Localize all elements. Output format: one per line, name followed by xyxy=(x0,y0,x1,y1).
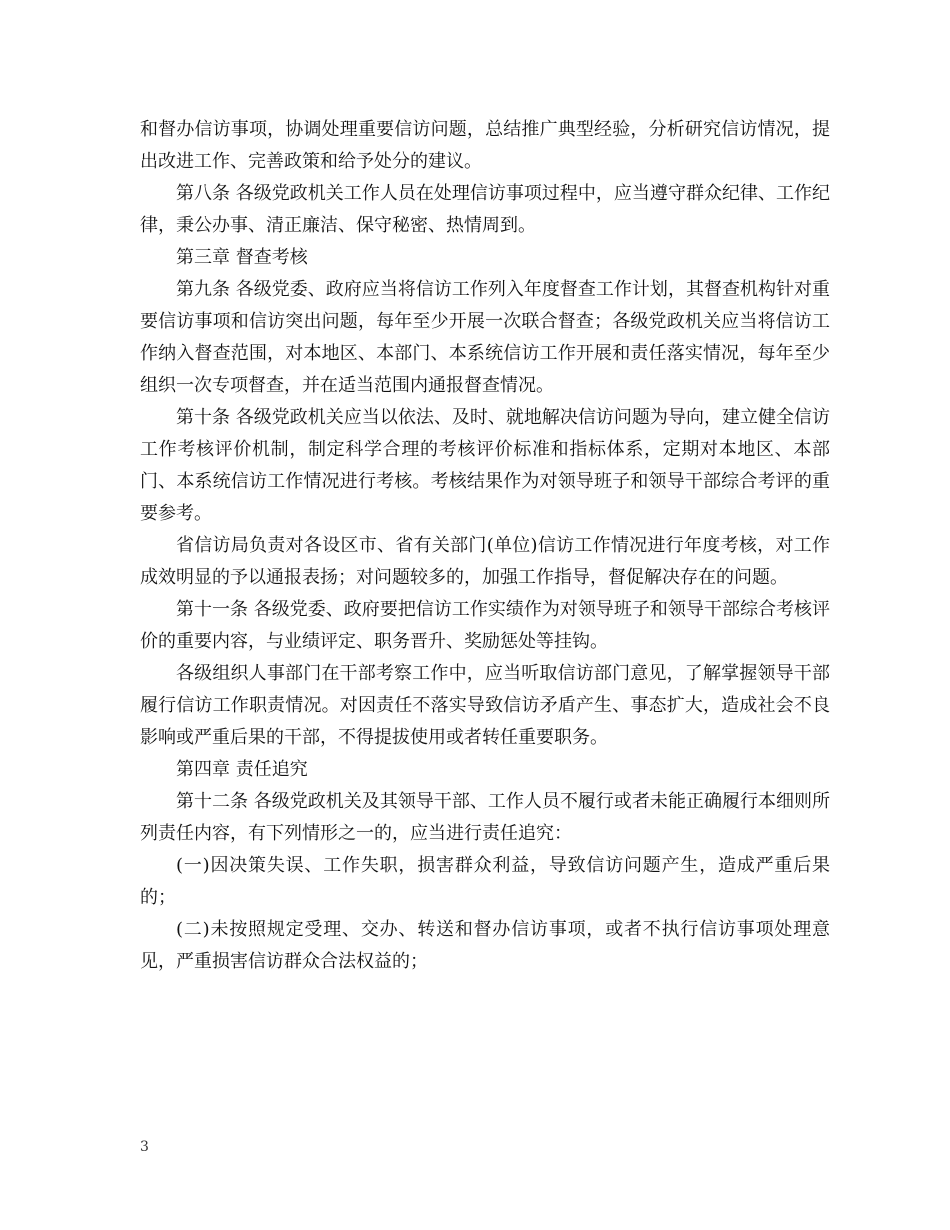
article-12-item-1: (一)因决策失误、工作失职，损害群众利益，导致信访问题产生，造成严重后果的； xyxy=(140,855,830,908)
article-10-para-2: 省信访局负责对各设区市、省有关部门(单位)信访工作情况进行年度考核，对工作成效明显的予以通报表扬；对问题较多的，加强工作指导，督促解决存在的问题。 xyxy=(140,535,830,588)
article-9: 第九条 各级党委、政府应当将信访工作列入年度督查工作计划，其督查机构针对重要信访事项和信访突出问题，每年至少开展一次联合督查；各级党政机关应当将信访工作纳入督查范围，对本地区、本部门、本系统信访工作开展和责任落实情况，每年至少组织一次专项督查，并在适当范围内通报督查情况。 xyxy=(140,279,830,396)
article-11-para-2: 各级组织人事部门在干部考察工作中，应当听取信访部门意见，了解掌握领导干部履行信访工作职责情况。对因责任不落实导致信访矛盾产生、事态扩大，造成社会不良影响或严重后果的干部，不得提拔使用或者转任重要职务。 xyxy=(140,663,830,748)
article-10: 第十条 各级党政机关应当以依法、及时、就地解决信访问题为导向，建立健全信访工作考核评价机制，制定科学合理的考核评价标准和指标体系，定期对本地区、本部门、本系统信访工作情况进行考核。考核结果作为对领导班子和领导干部综合考评的重要参考。 xyxy=(140,407,830,524)
article-11: 第十一条 各级党委、政府要把信访工作实绩作为对领导班子和领导干部综合考核评价的重要内容，与业绩评定、职务晋升、奖励惩处等挂钩。 xyxy=(140,599,830,652)
chapter-3-heading: 第三章 督查考核 xyxy=(176,247,308,268)
document-body xyxy=(140,114,830,978)
article-12: 第十二条 各级党政机关及其领导干部、工作人员不履行或者未能正确履行本细则所列责任内容，有下列情形之一的，应当进行责任追究： xyxy=(140,791,830,844)
paragraph-continuation: 和督办信访事项，协调处理重要信访问题，总结推广典型经验，分析研究信访情况，提出改进工作、完善政策和给予处分的建议。 xyxy=(140,119,830,172)
article-12-item-2: (二)未按照规定受理、交办、转送和督办信访事项，或者不执行信访事项处理意见，严重损害信访群众合法权益的； xyxy=(140,919,830,972)
page-number: 3 xyxy=(140,1139,149,1155)
chapter-4-heading: 第四章 责任追究 xyxy=(176,759,308,780)
article-8: 第八条 各级党政机关工作人员在处理信访事项过程中，应当遵守群众纪律、工作纪律，秉公办事、清正廉洁、保守秘密、热情周到。 xyxy=(140,183,830,236)
